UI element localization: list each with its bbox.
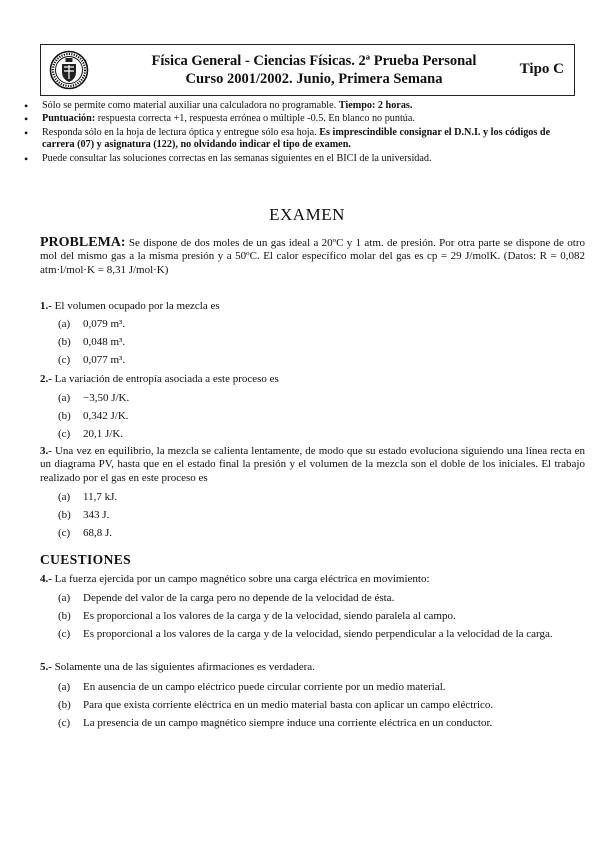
answer-option: (a) Depende del valor de la carga pero no depende de la velocidad de ésta. bbox=[58, 592, 395, 604]
answer-option: (a) En ausencia de un campo eléctrico puede circular corriente por un medio material. bbox=[58, 681, 446, 693]
question-2: 2.- La variación de entropía asociada a este proceso es bbox=[40, 373, 279, 385]
answer-option: (b) Es proporcional a los valores de la carga y de la velocidad, siendo paralela al campo. bbox=[58, 609, 456, 622]
question-5: 5.- Solamente una de las siguientes afirmaciones es verdadera. bbox=[40, 661, 315, 673]
instruction-item: • Sólo se permite como material auxiliar una calculadora no programable. Tiempo: 2 horas. bbox=[22, 100, 582, 112]
cuestiones-heading: CUESTIONES bbox=[40, 552, 132, 567]
question-3-options bbox=[58, 491, 583, 545]
answer-option: (b) Para que exista corriente eléctrica en un medio material basta con aplicar un campo eléctrico. bbox=[58, 698, 494, 711]
header-line-1: Física General - Ciencias Físicas. 2ª Prueba Personal bbox=[151, 53, 477, 69]
instruction-item: • Puede consultar las soluciones correctas en las semanas siguientes en el BICI de la universidad. bbox=[22, 153, 582, 165]
answer-option: (b) 0,342 J/K. bbox=[58, 409, 129, 422]
instruction-item: • Responda sólo en la hoja de lectura óptica y entregue sólo esa hoja. Es imprescindible consignar el D.N.I. y los códigos de carrera (07) y asignatura (122), no olvidando indicar el tipo de examen. bbox=[22, 127, 582, 152]
exam-heading: EXAMEN bbox=[269, 205, 345, 224]
question-1-options bbox=[58, 318, 583, 372]
question-5-options bbox=[58, 681, 583, 735]
question-3: 3.- Una vez en equilibrio, la mezcla se calienta lentamente, de modo que su estado evoluciona siguiendo una línea recta en un diagrama PV, hasta que en el estado final la presión y el volumen de la mezcla son el doble de los iniciales. El trabajo realizado por el gas en este proceso es bbox=[40, 445, 585, 484]
exam-title-block bbox=[109, 52, 519, 88]
instruction-item: • Puntuación: respuesta correcta +1, respuesta errónea o múltiple -0.5. En blanco no puntúa. bbox=[22, 113, 582, 125]
exam-header bbox=[40, 44, 575, 96]
answer-option: (c) 20,1 J/K. bbox=[58, 427, 124, 440]
answer-option: (a) −3,50 J/K. bbox=[58, 392, 130, 404]
university-seal-icon bbox=[49, 50, 89, 90]
answer-option: (b) 343 J. bbox=[58, 508, 110, 521]
question-1: 1.- El volumen ocupado por la mezcla es bbox=[40, 300, 220, 312]
problem-text: Se dispone de dos moles de un gas ideal a 20ºC y 1 atm. de presión. Por otra parte se dispone de otro mol del mismo gas a la misma presión y a 50ºC. El calor específico molar del gas es cp = 29 J/molK. (Datos: R = 0,082 atm·l/mol·K = 8,31 J/mol·K) bbox=[40, 237, 585, 276]
answer-option: (c) 68,8 J. bbox=[58, 526, 113, 539]
question-2-options bbox=[58, 392, 583, 446]
answer-option: (c) 0,077 m³. bbox=[58, 353, 126, 366]
answer-option: (c) Es proporcional a los valores de la carga y de la velocidad, siendo perpendicular a la velocidad de la carga. bbox=[58, 627, 553, 640]
answer-option: (a) 0,079 m³. bbox=[58, 318, 126, 330]
question-4-options bbox=[58, 592, 583, 646]
problem-statement bbox=[40, 236, 585, 277]
answer-option: (a) 11,7 kJ. bbox=[58, 491, 118, 503]
exam-type: Tipo C bbox=[519, 61, 564, 77]
header-line-2: Curso 2001/2002. Junio, Primera Semana bbox=[185, 71, 443, 87]
answer-option: (b) 0,048 m³. bbox=[58, 335, 126, 348]
question-4: 4.- La fuerza ejercida por un campo magnético sobre una carga eléctrica en movimiento: bbox=[40, 573, 430, 585]
instructions-list bbox=[22, 100, 582, 166]
answer-option: (c) La presencia de un campo magnético siempre induce una corriente eléctrica en un conductor. bbox=[58, 716, 493, 729]
problem-heading: PROBLEMA: bbox=[40, 235, 126, 250]
